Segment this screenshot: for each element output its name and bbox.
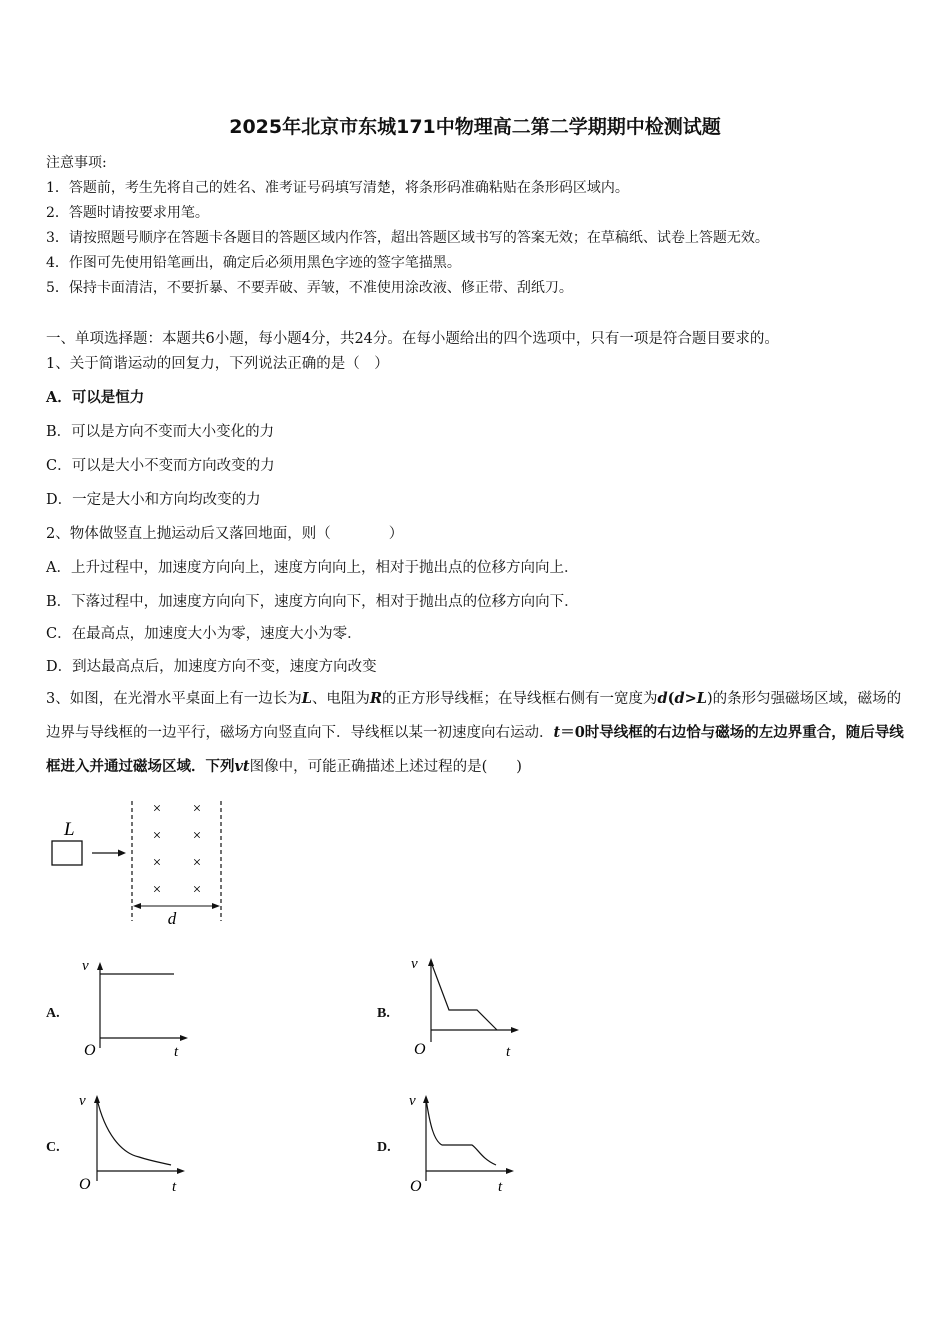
origin-label: O: [84, 1042, 96, 1059]
q2-option-d: D．到达最高点后，加速度方向不变，速度方向改变: [46, 659, 377, 675]
v-axis-label: v: [409, 1093, 416, 1109]
origin-label: O: [414, 1041, 426, 1058]
origin-label: O: [410, 1178, 422, 1195]
option-b-label: B.: [377, 1006, 390, 1021]
t-axis-arrowhead: [511, 1027, 519, 1033]
q1-stem: 1、关于简谐运动的回复力，下列说法正确的是（ ）: [46, 356, 389, 372]
option-c-label: C.: [46, 1140, 60, 1155]
t-axis-arrowhead: [506, 1168, 514, 1174]
q2-option-a: A．上升过程中，加速度方向向上，速度方向向上，相对于抛出点的位移方向向上．: [46, 560, 579, 576]
notice-item-4: 4．作图可先使用铅笔画出，确定后必须用黑色字迹的签字笔描黑。: [46, 255, 461, 271]
field-mark: ×: [192, 855, 202, 871]
notice-item-1: 1．答题前，考生先将自己的姓名、准考证号码填写清楚，将条形码准确粘贴在条形码区域内。: [46, 180, 629, 196]
q3-figure: [40, 795, 240, 930]
field-mark: ×: [152, 828, 162, 844]
option-a-graph: [78, 950, 198, 1062]
option-c-graph: [75, 1085, 195, 1197]
label-L: L: [64, 819, 75, 840]
option-b-graph: [409, 950, 529, 1062]
q2-stem: 2、物体做竖直上抛运动后又落回地面，则（ ）: [46, 526, 404, 542]
option-d-graph: [404, 1085, 524, 1197]
notice-heading: 注意事项:: [46, 155, 107, 171]
q1-option-d: D．一定是大小和方向均改变的力: [46, 492, 261, 508]
t-axis-label: t: [506, 1044, 511, 1060]
q1-option-c: C．可以是大小不变而方向改变的力: [46, 458, 275, 474]
option-d-curve: [426, 1099, 496, 1165]
field-mark: ×: [152, 801, 162, 817]
field-marks: [153, 801, 201, 898]
dimension-arrowhead-left: [133, 903, 141, 909]
option-b-curve: [431, 962, 497, 1030]
notice-item-2: 2．答题时请按要求用笔。: [46, 205, 209, 221]
option-d-label: D.: [377, 1140, 391, 1155]
square-loop: [52, 841, 82, 865]
velocity-arrowhead: [118, 850, 126, 857]
q1-option-b: B．可以是方向不变而大小变化的力: [46, 424, 275, 440]
page-title: 2025年北京市东城171中物理高二第二学期期中检测试题: [229, 116, 721, 138]
option-c-curve: [97, 1099, 171, 1165]
q3-stem: 3、如图，在光滑水平桌面上有一边长为L、电阻为R的正方形导线框；在导线框右侧有一宽度为d(d>L)的条形匀强磁场区域，磁场的边界与导线框的一边平行，磁场方向竖直向下．导线框以某一初速度向右运动．t＝0时导线框的右边恰与磁场的左边界重合，随后导线框进入并通过磁场区域．下列vt图像中，可能正确描述上述过程的是( ): [46, 690, 904, 775]
t-axis-arrowhead: [177, 1168, 185, 1174]
q1-option-a: A．可以是恒力: [46, 389, 145, 406]
t-axis-label: t: [174, 1044, 179, 1060]
notice-item-5: 5．保持卡面清洁，不要折暴、不要弄破、弄皱，不准使用涂改液、修正带、刮纸刀。: [46, 280, 573, 296]
t-axis-arrowhead: [180, 1035, 188, 1041]
field-mark: ×: [152, 855, 162, 871]
q2-option-b: B．下落过程中，加速度方向向下，速度方向向下，相对于抛出点的位移方向向下．: [46, 594, 579, 610]
t-axis-label: t: [172, 1179, 177, 1195]
field-mark: ×: [192, 828, 202, 844]
q2-option-c: C．在最高点，加速度大小为零，速度大小为零．: [46, 626, 362, 642]
option-a-label: A.: [46, 1006, 60, 1021]
t-axis-label: t: [498, 1179, 503, 1195]
origin-label: O: [79, 1176, 91, 1193]
dimension-arrowhead-right: [212, 903, 220, 909]
v-axis-label: v: [411, 956, 418, 972]
v-axis-label: v: [82, 958, 89, 974]
field-mark: ×: [192, 882, 202, 898]
field-mark: ×: [192, 801, 202, 817]
label-d: d: [167, 909, 177, 928]
notice-item-3: 3．请按照题号顺序在答题卡各题目的答题区域内作答，超出答题区域书写的答案无效；在草稿纸、试卷上答题无效。: [46, 230, 769, 246]
v-axis-arrowhead: [97, 962, 103, 970]
v-axis-label: v: [79, 1093, 86, 1109]
field-mark: ×: [152, 882, 162, 898]
section-heading: 一、单项选择题：本题共6小题，每小题4分，共24分。在每小题给出的四个选项中，只有一项是符合题目要求的。: [46, 331, 779, 347]
